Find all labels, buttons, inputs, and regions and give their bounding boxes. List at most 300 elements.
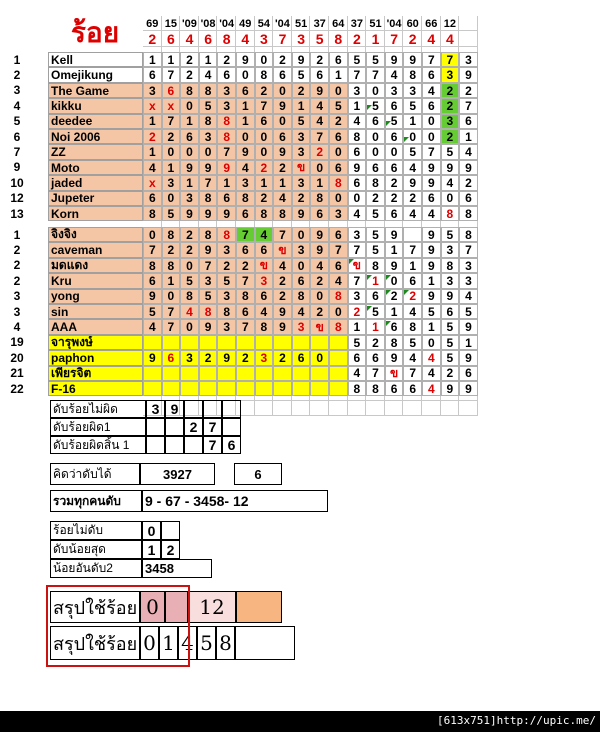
group2-value-cell: 9 xyxy=(310,227,329,242)
group2-value-cell: 6 xyxy=(329,258,348,273)
group2-value-cell: 1 xyxy=(422,273,441,288)
group2-value-cell: 6 xyxy=(162,350,181,365)
group1-value-cell: 7 xyxy=(422,144,441,159)
group2-value-cell: 4 xyxy=(292,304,311,319)
total-label: รวมทุกคนดับ xyxy=(50,490,142,512)
group2-value-cell: 6 xyxy=(236,304,255,319)
group1-value-cell: 9 xyxy=(292,52,311,67)
header-digit: 4 xyxy=(445,31,454,47)
group2-value-cell: 0 xyxy=(180,258,199,273)
group1-value-cell: 7 xyxy=(310,129,329,144)
group2-row-number: 2 xyxy=(13,273,21,288)
group1-value-cell: 2 xyxy=(441,129,460,144)
group1-value-cell: 6 xyxy=(273,129,292,144)
group1-row-number: 6 xyxy=(13,129,21,144)
group1-row-number: 10 xyxy=(10,175,24,190)
conclusion-value: 1 xyxy=(159,626,178,660)
summary1-value xyxy=(184,400,203,418)
group1-value-cell: 8 xyxy=(310,191,329,206)
group2-value-cell: 3 xyxy=(348,227,367,242)
group1-value-cell: 7 xyxy=(348,67,367,82)
sheet-title: ร้อย xyxy=(70,17,120,48)
group2-value-cell: 1 xyxy=(162,273,181,288)
group1-value-cell: 1 xyxy=(236,98,255,113)
group2-value-cell: 7 xyxy=(403,366,422,381)
header-digit: 1 xyxy=(371,31,380,47)
group1-value-cell: 3 xyxy=(348,83,367,98)
group1-value-cell: 5 xyxy=(348,52,367,67)
conclusion-value: 4 xyxy=(178,626,197,660)
group2-value-cell: 8 xyxy=(180,289,199,304)
group2-value-cell: 9 xyxy=(459,381,478,396)
group2-value-cell: 1 xyxy=(348,319,367,334)
group2-value-cell: 7 xyxy=(199,258,218,273)
group2-row-number: 3 xyxy=(13,289,21,304)
group2-value-cell: 7 xyxy=(162,304,181,319)
footer-url: [613x751]http://upic.me/ xyxy=(437,714,596,727)
group2-value-cell: 2 xyxy=(273,273,292,288)
group2-player-name: F-16 xyxy=(48,381,143,396)
group1-value-cell: 2 xyxy=(441,83,460,98)
group1-value-cell: 9 xyxy=(180,206,199,221)
group2-value-cell: 7 xyxy=(459,242,478,257)
group1-value-cell: 1 xyxy=(199,52,218,67)
group1-value-cell: 6 xyxy=(255,114,274,129)
group2-value-cell: 0 xyxy=(143,227,162,242)
group2-value-cell: 1 xyxy=(366,273,385,288)
group2-value-cell xyxy=(180,335,199,350)
group2-value-cell: 8 xyxy=(143,258,162,273)
group2-value-cell: 8 xyxy=(199,304,218,319)
group2-value-cell: 9 xyxy=(217,350,236,365)
group1-value-cell: 4 xyxy=(403,206,422,221)
group2-value-cell: 2 xyxy=(273,350,292,365)
grid-cell xyxy=(441,401,460,416)
group2-value-cell: 8 xyxy=(403,319,422,334)
group1-value-cell: 3 xyxy=(441,67,460,82)
group1-value-cell: 2 xyxy=(385,175,404,190)
group1-row-number: 1 xyxy=(13,52,21,67)
group2-value-cell: 3 xyxy=(441,273,460,288)
group2-value-cell xyxy=(162,366,181,381)
group2-value-cell: 3 xyxy=(255,350,274,365)
header-year: 64 xyxy=(332,17,345,30)
group1-value-cell: 2 xyxy=(310,144,329,159)
group2-value-cell: 7 xyxy=(348,242,367,257)
group2-value-cell: 0 xyxy=(310,289,329,304)
group1-value-cell: 4 xyxy=(385,67,404,82)
group1-value-cell: 3 xyxy=(403,83,422,98)
summary1-value xyxy=(222,418,241,436)
group1-value-cell: 2 xyxy=(310,52,329,67)
group2-value-cell: 6 xyxy=(329,227,348,242)
group2-value-cell: 3 xyxy=(348,289,367,304)
header-digit: 2 xyxy=(148,31,157,47)
group2-value-cell: 6 xyxy=(292,350,311,365)
group1-value-cell: 2 xyxy=(162,129,181,144)
group1-value-cell: 1 xyxy=(273,175,292,190)
group1-row-number: 4 xyxy=(13,98,21,113)
group2-value-cell: 6 xyxy=(255,242,274,257)
group2-value-cell: 2 xyxy=(310,273,329,288)
group2-value-cell: 1 xyxy=(459,335,478,350)
group1-player-name: jaded xyxy=(48,175,143,190)
group1-value-cell: 2 xyxy=(459,83,478,98)
group1-value-cell: 0 xyxy=(236,67,255,82)
summary2-label: ร้อยไม่ดับ xyxy=(50,521,142,540)
group2-value-cell xyxy=(180,381,199,396)
group2-value-cell: 9 xyxy=(422,242,441,257)
conclusion-value: 5 xyxy=(197,626,216,660)
header-digit: 4 xyxy=(185,31,194,47)
group1-value-cell: 4 xyxy=(441,175,460,190)
summary2-value: 0 xyxy=(142,521,161,540)
green-corner-mark xyxy=(386,275,391,280)
grid-cell xyxy=(329,401,348,416)
group1-value-cell: 6 xyxy=(310,206,329,221)
group1-value-cell: 6 xyxy=(385,98,404,113)
group2-value-cell: 2 xyxy=(180,242,199,257)
group2-value-cell: 4 xyxy=(422,350,441,365)
header-digit: 2 xyxy=(408,31,417,47)
group2-value-cell: 9 xyxy=(385,227,404,242)
group1-value-cell: 1 xyxy=(329,67,348,82)
group1-row-number: 12 xyxy=(10,191,24,206)
group2-value-cell: 8 xyxy=(255,319,274,334)
header-digit: 6 xyxy=(166,31,175,47)
group1-value-cell: x xyxy=(143,175,162,190)
group2-value-cell: 9 xyxy=(143,350,162,365)
header-year: 69 xyxy=(146,17,159,30)
group1-value-cell: 2 xyxy=(273,160,292,175)
group1-value-cell: 2 xyxy=(255,83,274,98)
grid-cell xyxy=(273,401,292,416)
group2-value-cell: 2 xyxy=(441,366,460,381)
group1-value-cell: 0 xyxy=(162,144,181,159)
group1-value-cell: 7 xyxy=(255,98,274,113)
group1-value-cell: 3 xyxy=(162,175,181,190)
group2-value-cell xyxy=(255,381,274,396)
group2-value-cell: 3 xyxy=(199,273,218,288)
group2-value-cell: 4 xyxy=(255,304,274,319)
group2-value-cell: 5 xyxy=(422,304,441,319)
grid-cell xyxy=(348,401,367,416)
group2-value-cell xyxy=(217,366,236,381)
group2-value-cell xyxy=(273,381,292,396)
group1-value-cell: 2 xyxy=(273,52,292,67)
group1-value-cell: 7 xyxy=(366,67,385,82)
group1-value-cell: 8 xyxy=(273,206,292,221)
group2-value-cell: 3 xyxy=(459,258,478,273)
group2-value-cell: 0 xyxy=(180,319,199,334)
group2-value-cell xyxy=(329,335,348,350)
group1-value-cell: 6 xyxy=(236,83,255,98)
header-year: '09 xyxy=(182,17,197,30)
group1-player-name: Omejikung xyxy=(48,67,143,82)
group2-value-cell: 8 xyxy=(329,319,348,334)
group1-value-cell: 8 xyxy=(459,206,478,221)
group1-value-cell: 3 xyxy=(217,98,236,113)
group2-player-name: caveman xyxy=(48,242,143,257)
group2-player-name: จิงจิง xyxy=(48,227,143,242)
group1-value-cell: 1 xyxy=(292,98,311,113)
group1-value-cell: 2 xyxy=(441,98,460,113)
footer-bar xyxy=(0,711,600,732)
group1-row-number: 2 xyxy=(13,68,21,83)
group1-value-cell: 9 xyxy=(422,160,441,175)
group1-value-cell: 0 xyxy=(310,160,329,175)
group2-row-number: 21 xyxy=(10,366,24,381)
group1-value-cell: 5 xyxy=(329,98,348,113)
group2-value-cell: 4 xyxy=(459,289,478,304)
group1-value-cell: 0 xyxy=(273,83,292,98)
group1-value-cell: 3 xyxy=(217,83,236,98)
group1-value-cell: 2 xyxy=(180,52,199,67)
group2-value-cell xyxy=(199,366,218,381)
summary2-value: 2 xyxy=(161,540,180,559)
group1-value-cell: 1 xyxy=(310,175,329,190)
group2-value-cell xyxy=(273,366,292,381)
group1-value-cell: 0 xyxy=(441,191,460,206)
group1-value-cell: 4 xyxy=(403,160,422,175)
group2-value-cell: 0 xyxy=(385,273,404,288)
group1-value-cell: 6 xyxy=(180,129,199,144)
group1-value-cell: 6 xyxy=(366,160,385,175)
group1-value-cell: 7 xyxy=(459,98,478,113)
group1-value-cell: 6 xyxy=(385,129,404,144)
group1-value-cell: 3 xyxy=(385,83,404,98)
group2-row-number: 2 xyxy=(13,243,21,258)
group1-value-cell: 8 xyxy=(143,206,162,221)
group2-value-cell: 2 xyxy=(310,304,329,319)
group2-value-cell: 9 xyxy=(199,242,218,257)
group2-row-number: 1 xyxy=(13,227,21,242)
group2-value-cell: 3 xyxy=(441,242,460,257)
group2-value-cell: 4 xyxy=(348,366,367,381)
group2-value-cell: 8 xyxy=(366,381,385,396)
group1-value-cell: 3 xyxy=(441,114,460,129)
group2-value-cell xyxy=(329,381,348,396)
group1-value-cell: x xyxy=(162,98,181,113)
group1-value-cell: 8 xyxy=(255,206,274,221)
header-year: 15 xyxy=(164,17,178,30)
calc-label: คิดว่าดับได้ xyxy=(50,463,140,485)
group1-value-cell: 8 xyxy=(348,129,367,144)
group1-player-name: Kell xyxy=(48,52,143,67)
group2-value-cell xyxy=(329,366,348,381)
group1-value-cell: 5 xyxy=(366,98,385,113)
group2-value-cell: 9 xyxy=(385,258,404,273)
group1-value-cell: 0 xyxy=(180,144,199,159)
group2-value-cell: 7 xyxy=(236,273,255,288)
group2-value-cell: 1 xyxy=(385,242,404,257)
group1-value-cell: 3 xyxy=(180,191,199,206)
group2-value-cell: 8 xyxy=(162,258,181,273)
group1-row-number: 3 xyxy=(13,83,21,98)
group1-value-cell: 2 xyxy=(366,191,385,206)
summary1-label: ดับร้อยผิด1 xyxy=(50,418,146,436)
group2-value-cell: 4 xyxy=(403,304,422,319)
group2-value-cell: 9 xyxy=(459,350,478,365)
group2-value-cell xyxy=(255,366,274,381)
group2-value-cell xyxy=(217,335,236,350)
group2-value-cell: 4 xyxy=(180,304,199,319)
conclusion-value: 8 xyxy=(216,626,235,660)
summary1-value xyxy=(203,400,222,418)
group1-value-cell: 0 xyxy=(273,114,292,129)
group1-value-cell: 6 xyxy=(459,114,478,129)
group2-value-cell: 1 xyxy=(403,258,422,273)
group2-value-cell: 9 xyxy=(385,350,404,365)
green-corner-mark xyxy=(349,259,354,264)
group2-value-cell: 2 xyxy=(199,350,218,365)
group1-value-cell: 2 xyxy=(143,129,162,144)
group2-value-cell: 7 xyxy=(329,242,348,257)
group2-value-cell: 0 xyxy=(292,227,311,242)
grid-cell xyxy=(385,401,404,416)
group2-value-cell: 2 xyxy=(236,350,255,365)
group2-value-cell xyxy=(236,366,255,381)
group1-value-cell: 8 xyxy=(217,129,236,144)
group1-value-cell: 8 xyxy=(217,114,236,129)
grid-cell xyxy=(422,401,441,416)
group2-value-cell xyxy=(143,366,162,381)
group2-value-cell: 8 xyxy=(366,258,385,273)
group2-value-cell: 3 xyxy=(292,319,311,334)
group2-value-cell: ข xyxy=(348,258,367,273)
green-corner-mark xyxy=(367,306,372,311)
group1-value-cell: 9 xyxy=(441,160,460,175)
group1-value-cell: 6 xyxy=(310,67,329,82)
summary1-value: 2 xyxy=(184,418,203,436)
group2-value-cell: ข xyxy=(255,258,274,273)
group2-value-cell: 4 xyxy=(422,366,441,381)
group1-value-cell: 6 xyxy=(273,67,292,82)
group1-value-cell: 8 xyxy=(441,206,460,221)
group1-value-cell: 7 xyxy=(162,67,181,82)
conclusion-value: 12 xyxy=(188,591,236,623)
group1-value-cell: 1 xyxy=(162,160,181,175)
group1-value-cell: 0 xyxy=(422,114,441,129)
group1-value-cell: 2 xyxy=(217,52,236,67)
group1-value-cell: 5 xyxy=(292,114,311,129)
header-digit: 8 xyxy=(222,31,231,47)
group2-value-cell xyxy=(217,381,236,396)
group1-player-name: Korn xyxy=(48,206,143,221)
group1-value-cell: 5 xyxy=(292,67,311,82)
group2-player-name: paphon xyxy=(48,350,143,365)
group1-value-cell: 9 xyxy=(273,144,292,159)
group1-value-cell: 8 xyxy=(199,114,218,129)
group1-value-cell: 8 xyxy=(366,175,385,190)
summary2-value: 1 xyxy=(142,540,161,559)
group2-value-cell xyxy=(310,381,329,396)
summary1-value xyxy=(165,418,184,436)
group2-value-cell: 6 xyxy=(348,350,367,365)
green-corner-mark xyxy=(404,137,409,142)
group1-value-cell: 4 xyxy=(348,206,367,221)
group2-value-cell: 4 xyxy=(310,258,329,273)
group2-value-cell: 2 xyxy=(180,227,199,242)
group1-value-cell: 6 xyxy=(385,206,404,221)
group2-value-cell: 8 xyxy=(199,227,218,242)
group1-value-cell: 8 xyxy=(199,83,218,98)
group1-player-name: kikku xyxy=(48,98,143,113)
group1-value-cell: 6 xyxy=(329,160,348,175)
summary1-value: 7 xyxy=(203,418,222,436)
group1-row-number: 13 xyxy=(10,206,24,221)
header-year: '04 xyxy=(219,17,235,30)
group2-value-cell: 9 xyxy=(441,381,460,396)
group1-value-cell: 5 xyxy=(199,98,218,113)
grid-cell xyxy=(310,401,329,416)
group1-value-cell: 9 xyxy=(217,206,236,221)
group1-value-cell: 6 xyxy=(217,67,236,82)
header-year: '04 xyxy=(275,17,290,30)
group1-value-cell: 1 xyxy=(255,175,274,190)
group1-value-cell: 1 xyxy=(180,175,199,190)
group1-value-cell: 9 xyxy=(459,67,478,82)
group1-value-cell: 6 xyxy=(329,52,348,67)
group2-value-cell: 9 xyxy=(422,289,441,304)
group1-value-cell: 0 xyxy=(329,191,348,206)
group2-value-cell xyxy=(199,335,218,350)
total-value: 9 - 67 - 3458- 12 xyxy=(142,490,328,512)
grid-cell xyxy=(292,401,311,416)
group2-value-cell: 7 xyxy=(348,273,367,288)
group2-value-cell: 6 xyxy=(366,350,385,365)
summary1-value xyxy=(146,436,165,454)
group2-value-cell: 2 xyxy=(366,335,385,350)
group1-value-cell: 9 xyxy=(348,160,367,175)
group1-value-cell: 0 xyxy=(366,144,385,159)
green-corner-mark xyxy=(404,290,409,295)
green-corner-mark xyxy=(386,321,391,326)
group2-value-cell xyxy=(255,335,274,350)
group1-value-cell: 6 xyxy=(385,160,404,175)
group1-value-cell: 8 xyxy=(236,191,255,206)
group2-value-cell: 4 xyxy=(329,273,348,288)
group2-value-cell: 7 xyxy=(143,242,162,257)
group1-player-name: The Game xyxy=(48,83,143,98)
group1-value-cell: 6 xyxy=(348,175,367,190)
group1-value-cell: 6 xyxy=(236,206,255,221)
group1-value-cell: 6 xyxy=(422,191,441,206)
conclusion-value: 0 xyxy=(140,626,159,660)
group1-value-cell: 9 xyxy=(236,52,255,67)
group1-value-cell: 6 xyxy=(143,67,162,82)
group2-value-cell: 2 xyxy=(236,258,255,273)
group2-value-cell: 4 xyxy=(403,350,422,365)
group2-value-cell: 5 xyxy=(348,335,367,350)
group2-value-cell: 9 xyxy=(310,242,329,257)
group1-value-cell: 0 xyxy=(255,52,274,67)
group2-row-number: 22 xyxy=(10,381,24,396)
group2-value-cell: 7 xyxy=(236,227,255,242)
group2-value-cell: 7 xyxy=(162,319,181,334)
group1-value-cell: 0 xyxy=(199,144,218,159)
group2-value-cell: 1 xyxy=(366,319,385,334)
group2-value-cell xyxy=(236,381,255,396)
group2-row-number: 4 xyxy=(13,320,21,335)
group2-value-cell: 8 xyxy=(162,227,181,242)
summary2-label: ดับน้อยสุด xyxy=(50,540,142,559)
conclusion-value xyxy=(236,591,282,623)
group2-value-cell xyxy=(162,335,181,350)
header-year: 37 xyxy=(350,17,364,30)
group2-value-cell: 9 xyxy=(422,227,441,242)
group1-player-name: Noi 2006 xyxy=(48,129,143,144)
